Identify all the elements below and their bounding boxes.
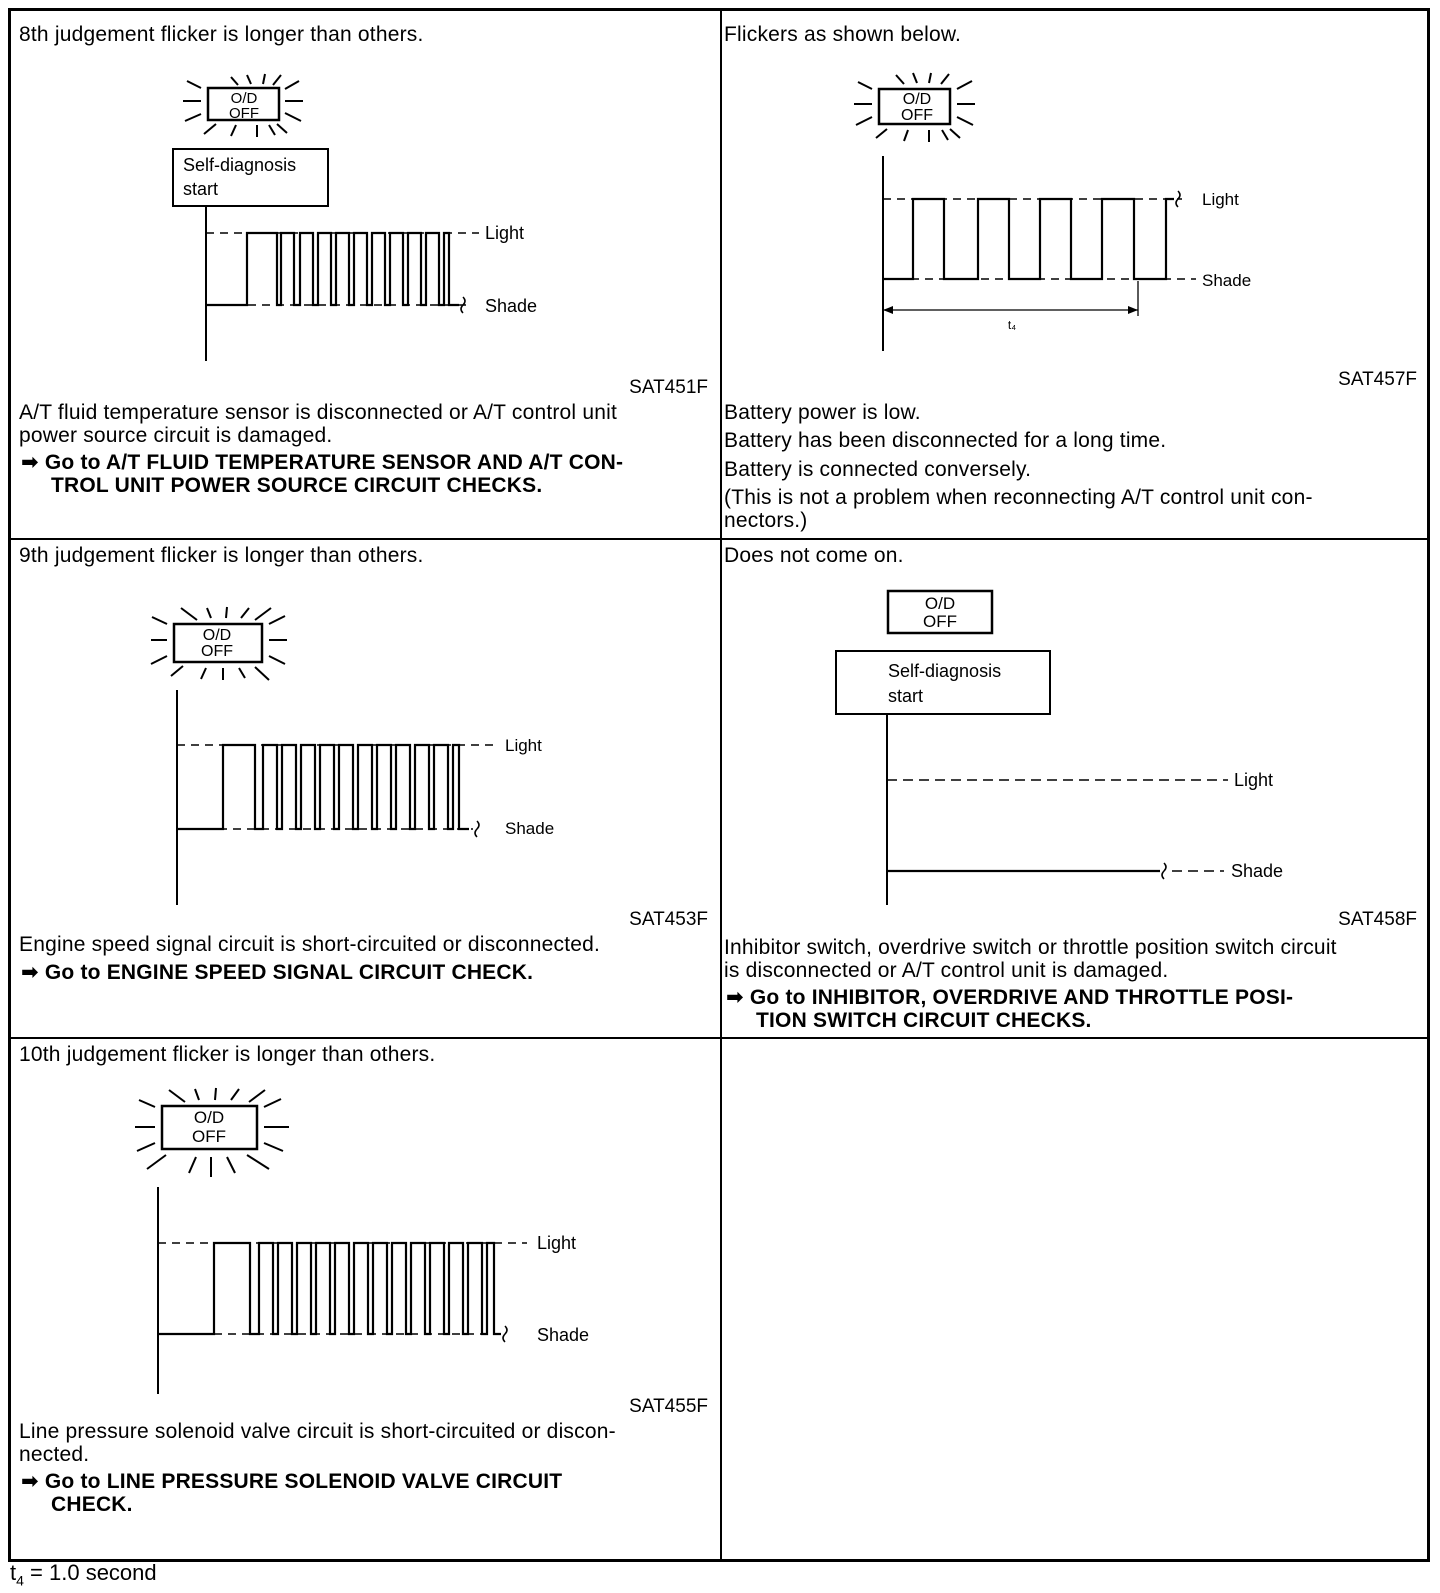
description-line: Engine speed signal circuit is short-circuited or disconnected. [19, 933, 601, 956]
shade-label: Shade [505, 819, 555, 838]
light-label: Light [537, 1233, 577, 1253]
lamp-label-od: O/D [924, 594, 956, 613]
action-text-line: Go to INHIBITOR, OVERDRIVE AND THROTTLE POSI- [749, 986, 1294, 1009]
lamp-label-off: OFF [901, 107, 933, 124]
light-label: Light [1202, 190, 1239, 209]
lamp-label-od: O/D [230, 90, 258, 107]
light-label: Light [505, 736, 542, 755]
lamp-label-off: OFF [192, 1127, 226, 1146]
action-link[interactable] [21, 451, 623, 475]
cell-continuous-flicker [722, 11, 1427, 538]
figure-code: SAT457F [1338, 369, 1417, 390]
figure-code: SAT458F [1338, 909, 1417, 930]
lamp-label-off: OFF [201, 643, 233, 660]
footnote-subscript: 4 [16, 1572, 24, 1589]
start-box-line-2: start [183, 179, 219, 199]
lamp-label-off: OFF [923, 612, 957, 631]
cell-header: Flickers as shown below. [724, 23, 962, 46]
diagnosis-table [8, 8, 1430, 1562]
footnote-text: = 1.0 second [23, 1560, 157, 1585]
lamp-label-od: O/D [193, 1108, 225, 1127]
description-line: is disconnected or A/T control unit is damaged. [724, 959, 1169, 982]
action-text-line: Go to ENGINE SPEED SIGNAL CIRCUIT CHECK. [44, 961, 534, 984]
flicker-waveform [883, 199, 1174, 279]
cell-header: 8th judgement flicker is longer than others. [19, 23, 424, 46]
action-text-line[interactable]: CHECK. [51, 1493, 133, 1516]
cell-header: Does not come on. [724, 544, 904, 567]
action-text-line[interactable]: TION SWITCH CIRCUIT CHECKS. [756, 1009, 1092, 1032]
light-label: Light [1234, 770, 1274, 790]
break-mark [475, 821, 479, 837]
description-line: A/T fluid temperature sensor is disconnected or A/T control unit [19, 401, 617, 424]
description-line: Battery has been disconnected for a long time. [724, 429, 1167, 452]
cell-10th-judgement [11, 1039, 720, 1559]
start-box-line-1: Self-diagnosis [183, 155, 297, 175]
arrow-right-icon: ➡ [21, 451, 39, 474]
action-text-line: Go to LINE PRESSURE SOLENOID VALVE CIRCUIT [44, 1470, 563, 1493]
action-text-line: Go to A/T FLUID TEMPERATURE SENSOR AND A/T CON- [44, 451, 624, 474]
flicker-waveform [158, 1243, 501, 1334]
lamp-label-off: OFF [229, 105, 259, 122]
arrow-right-icon: ➡ [726, 986, 744, 1009]
footnote-symbol: t [10, 1560, 17, 1585]
cell-header: 9th judgement flicker is longer than others. [19, 544, 424, 567]
description-line: Battery power is low. [724, 401, 921, 424]
light-label: Light [485, 223, 525, 243]
figure-code: SAT453F [629, 909, 708, 930]
cell-does-not-come-on [722, 540, 1427, 1037]
start-box-line-2: start [888, 686, 924, 706]
arrow-right-icon: ➡ [21, 1470, 39, 1493]
action-text-line[interactable]: TROL UNIT POWER SOURCE CIRCUIT CHECKS. [51, 474, 543, 497]
description-line: Line pressure solenoid valve circuit is short-circuited or discon- [19, 1420, 616, 1443]
description-line: (This is not a problem when reconnecting A/T control unit con- [724, 486, 1313, 509]
flicker-waveform [206, 233, 459, 305]
lamp-label-od: O/D [902, 91, 932, 108]
cell-8th-judgement [11, 11, 720, 538]
footnote [10, 1560, 157, 1593]
description-line: Battery is connected conversely. [724, 458, 1032, 481]
shade-label: Shade [1202, 271, 1252, 290]
description-line: power source circuit is damaged. [19, 424, 333, 447]
shade-label: Shade [537, 1325, 590, 1345]
action-link[interactable] [21, 961, 533, 985]
action-link[interactable] [21, 1470, 562, 1494]
cell-9th-judgement [11, 540, 720, 1037]
description-line: nectors.) [724, 509, 808, 532]
flicker-waveform [177, 745, 469, 829]
arrow-right-icon: ➡ [21, 961, 39, 984]
description-line: Inhibitor switch, overdrive switch or throttle position switch circuit [724, 936, 1337, 959]
description-line: nected. [19, 1443, 90, 1466]
shade-label: Shade [1231, 861, 1284, 881]
cell-header: 10th judgement flicker is longer than others. [19, 1043, 436, 1066]
figure-code: SAT451F [629, 377, 708, 398]
action-link[interactable] [726, 986, 1293, 1010]
t4-label: t₄ [1007, 318, 1017, 332]
break-mark [1162, 863, 1166, 879]
figure-code: SAT455F [629, 1396, 708, 1417]
dimension-arrow-left [883, 306, 893, 314]
lamp-label-od: O/D [202, 627, 232, 644]
shade-label: Shade [485, 296, 538, 316]
break-mark [503, 1326, 507, 1342]
dimension-arrow-right [1128, 306, 1138, 314]
cell-empty [722, 1039, 1427, 1559]
start-box-line-1: Self-diagnosis [888, 661, 1002, 681]
